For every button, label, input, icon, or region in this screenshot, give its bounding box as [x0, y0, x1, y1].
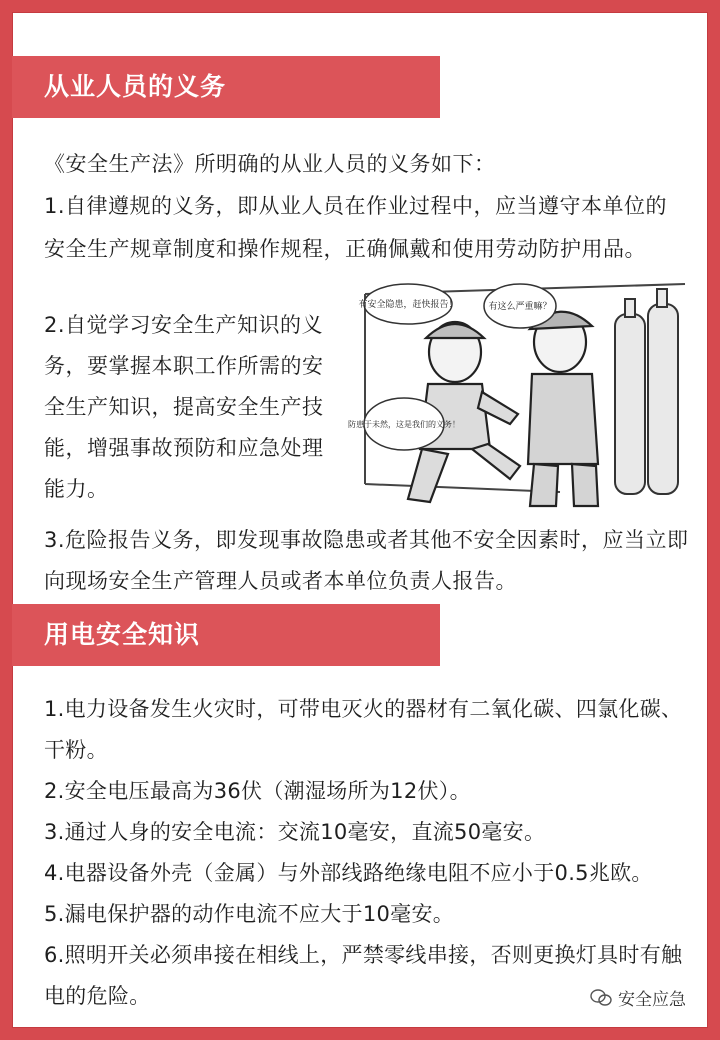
- list-item: 5.漏电保护器的动作电流不应大于10毫安。: [44, 902, 455, 926]
- obligation-item-3: 3.危险报告义务，即发现事故隐患或者其他不安全因素时，应当立即向现场安全生产管理人员或者本单位负责人报告。: [44, 528, 689, 593]
- list-item: 2.安全电压最高为36伏（潮湿场所为12伏）。: [44, 779, 471, 803]
- wechat-icon: [590, 989, 612, 1007]
- electrical-safety-list: [44, 689, 694, 1017]
- bubble-text-3: 防患于未然，这是我们的义务！: [348, 420, 460, 429]
- list-item: 4.电器设备外壳（金属）与外部线路绝缘电阻不应小于0.5兆欧。: [44, 861, 653, 885]
- wechat-watermark: [590, 985, 686, 1010]
- bubble-text-2: 有这么严重嘛？: [488, 302, 552, 312]
- obligation-item-1: 1.自律遵规的义务，即从业人员在作业过程中，应当遵守本单位的安全生产规章制度和操作规程，正确佩戴和使用劳动防护用品。: [44, 194, 668, 261]
- section-title-electrical-safety: 用电安全知识: [12, 604, 440, 666]
- list-item: 3.通过人身的安全电流：交流10毫安，直流50毫安。: [44, 820, 546, 844]
- list-item: 1.电力设备发生火灾时，可带电灭火的器材有二氧化碳、四氯化碳、干粉。: [44, 697, 683, 762]
- obligation-item-2: 2.自觉学习安全生产知识的义务，要掌握本职工作所需的安全生产知识，提高安全生产技能，增强事故预防和应急处理能力。: [44, 313, 324, 501]
- article-card: [12, 12, 708, 1028]
- watermark-text: 安全应急: [618, 990, 686, 1010]
- bubble-text-1: 有安全隐患，赶快报告！: [358, 300, 458, 310]
- intro-paragraph: 《安全生产法》所明确的从业人员的义务如下：: [44, 152, 496, 176]
- list-item: 6.照明开关必须串接在相线上，严禁零线串接，否则更换灯具时有触电的危险。: [44, 943, 683, 1008]
- section-title-obligations: 从业人员的义务: [12, 56, 440, 118]
- worker-cartoon-illustration: [348, 274, 690, 514]
